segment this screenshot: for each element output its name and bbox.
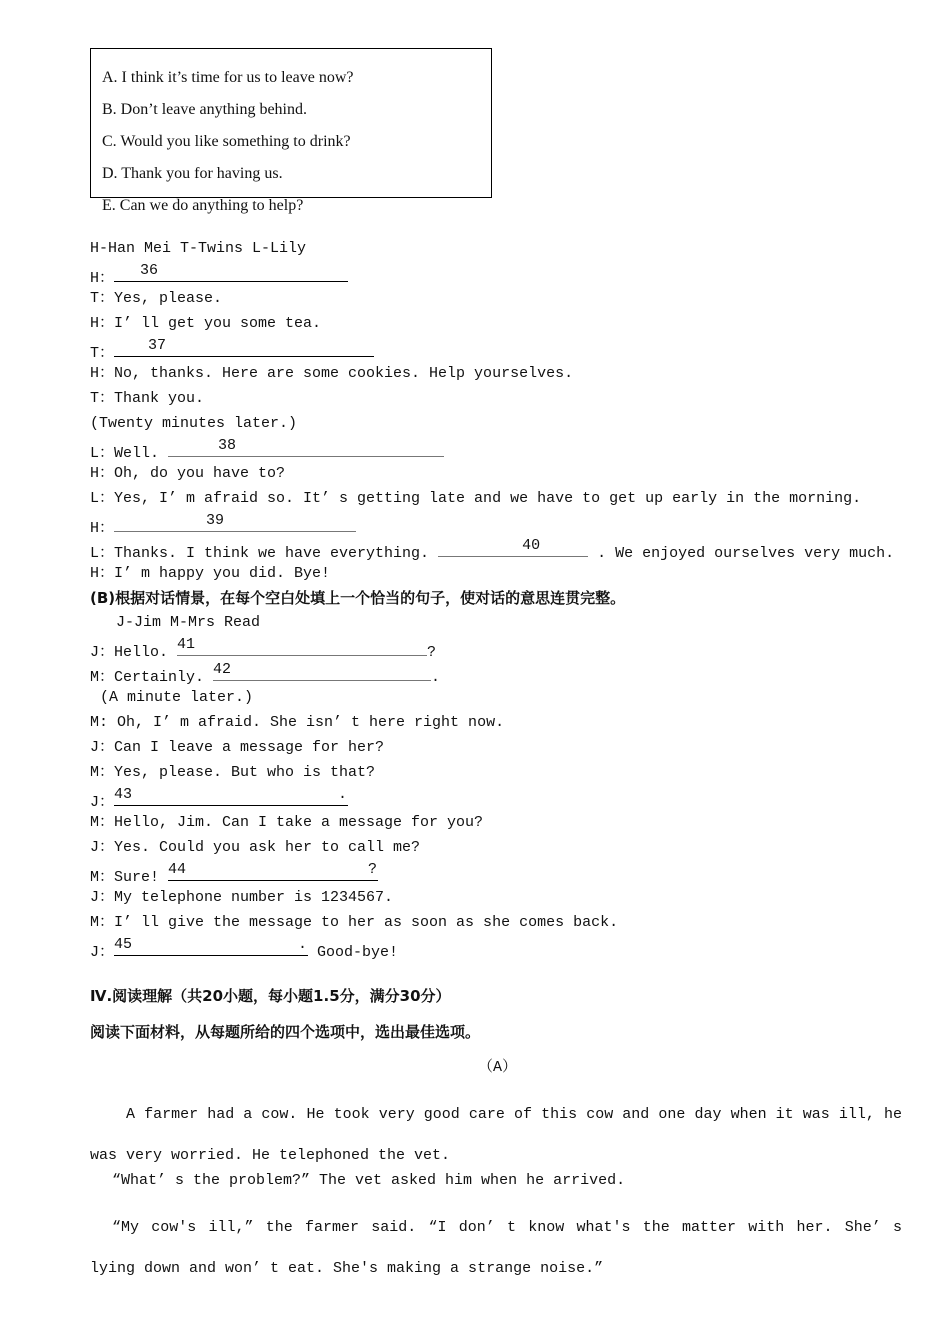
section-b-instruction: (B)根据对话情景，在每个空白处填上一个恰当的句子，使对话的意思连贯完整。	[90, 589, 626, 607]
blank-number: 40	[522, 537, 541, 554]
blank-42	[213, 663, 431, 681]
dialogue-b-line: J：My telephone number is 1234567.	[90, 889, 394, 906]
blank-39	[114, 514, 356, 532]
option-e: E. Can we do anything to help?	[102, 197, 304, 214]
blank-number: 41	[177, 636, 196, 653]
dialogue-b-line-45	[90, 938, 398, 963]
blank-40	[438, 539, 588, 557]
dialogue-a-line: H：I’ m happy you did. Bye!	[90, 565, 331, 582]
passage-paragraph-3: “My cow's ill,” the farmer said. “I don’ t know what's the matter with her. She’ s lying down and won’ t eat. She's making a strange noise.”	[90, 1219, 902, 1277]
blank-41	[177, 638, 427, 656]
dialogue-b-line-43	[90, 788, 348, 813]
blank-number: 39	[206, 512, 225, 529]
blank-number: 43	[114, 786, 133, 803]
dialogue-b-line: M：I’ ll give the message to her as soon as she comes back.	[90, 914, 619, 931]
blank-end-mark: .	[298, 936, 308, 953]
blank-43	[114, 788, 348, 806]
dialogue-a-line: H：Oh, do you have to?	[90, 465, 286, 482]
dialogue-b-line: J：Yes. Could you ask her to call me?	[90, 839, 421, 856]
dialogue-b-line: M: Oh, I’ m afraid. She isn’ t here right now.	[90, 714, 505, 731]
speaker: H：	[90, 520, 115, 537]
dialogue-a-line: L：Yes, I’ m afraid so. It’ s getting late and we have to get up early in the morning.	[90, 490, 862, 507]
section-iv-title: Ⅳ.阅读理解（共20小题，每小题1.5分，满分30分）	[90, 987, 451, 1005]
dialogue-a-line: H：No, thanks. Here are some cookies. Help yourselves.	[90, 365, 574, 382]
option-c: C. Would you like something to drink?	[102, 133, 351, 150]
blank-end-mark: ?	[368, 861, 378, 878]
dialogue-a-stage-direction: (Twenty minutes later.)	[90, 415, 298, 432]
dialogue-a-line-36	[90, 264, 348, 289]
line-prefix: L：Well.	[90, 445, 169, 462]
passage-paragraph-1: A farmer had a cow. He took very good care of this cow and one day when it was ill, he was very worried. He telephoned the vet.	[90, 1106, 902, 1164]
dialogue-b-line: M：Hello, Jim. Can I take a message for you?	[90, 814, 484, 831]
blank-number: 37	[148, 337, 167, 354]
line-prefix: L：Thanks. I think we have everything.	[90, 545, 439, 562]
dialogue-a-line: T：Thank you.	[90, 390, 205, 407]
line-suffix: . We enjoyed ourselves very much.	[588, 545, 895, 562]
section-b-roles: J-Jim M-Mrs Read	[116, 614, 261, 631]
dialogue-b-line: J：Can I leave a message for her?	[90, 739, 385, 756]
line-suffix: .	[431, 669, 441, 686]
passage-paragraph-2: “What’ s the problem?” The vet asked him when he arrived.	[112, 1172, 626, 1189]
dialogue-a-roles: H-Han Mei T-Twins L-Lily	[90, 240, 307, 257]
dialogue-b-line-42	[90, 663, 440, 688]
dialogue-a-line-37	[90, 339, 374, 364]
dialogue-a-line: H：I’ ll get you some tea.	[90, 315, 322, 332]
dialogue-a-line-38	[90, 439, 444, 464]
speaker: J：	[90, 794, 115, 811]
blank-end-mark: .	[338, 786, 348, 803]
blank-number: 42	[213, 661, 232, 678]
dialogue-a-line-40	[90, 539, 894, 564]
dialogue-b-line-44	[90, 863, 378, 888]
blank-44	[168, 863, 378, 881]
blank-number: 38	[218, 437, 237, 454]
option-a: A. I think it’s time for us to leave now?	[102, 69, 354, 86]
line-suffix: Good-bye!	[308, 944, 399, 961]
blank-number: 36	[140, 262, 159, 279]
dialogue-b-line: M：Yes, please. But who is that?	[90, 764, 376, 781]
blank-38	[168, 439, 444, 457]
line-prefix: J：Hello.	[90, 644, 178, 661]
line-suffix: ?	[427, 644, 437, 661]
speaker: T：	[90, 345, 115, 362]
blank-36	[114, 264, 348, 282]
dialogue-a-line: T：Yes, please.	[90, 290, 223, 307]
option-b: B. Don’t leave anything behind.	[102, 101, 307, 118]
dialogue-b-stage-direction: (A minute later.)	[100, 689, 254, 706]
speaker: J：	[90, 944, 115, 961]
speaker: H：	[90, 270, 115, 287]
line-prefix: M：Certainly.	[90, 669, 214, 686]
line-prefix: M：Sure!	[90, 869, 169, 886]
blank-45	[114, 938, 308, 956]
option-d: D. Thank you for having us.	[102, 165, 283, 182]
section-iv-instruction: 阅读下面材料，从每题所给的四个选项中，选出最佳选项。	[90, 1023, 481, 1041]
blank-37	[114, 339, 374, 357]
blank-number: 44	[168, 861, 187, 878]
dialogue-b-line-41	[90, 638, 436, 663]
dialogue-a-line-39	[90, 514, 356, 539]
blank-number: 45	[114, 936, 133, 953]
passage-label: （A）	[478, 1059, 518, 1076]
